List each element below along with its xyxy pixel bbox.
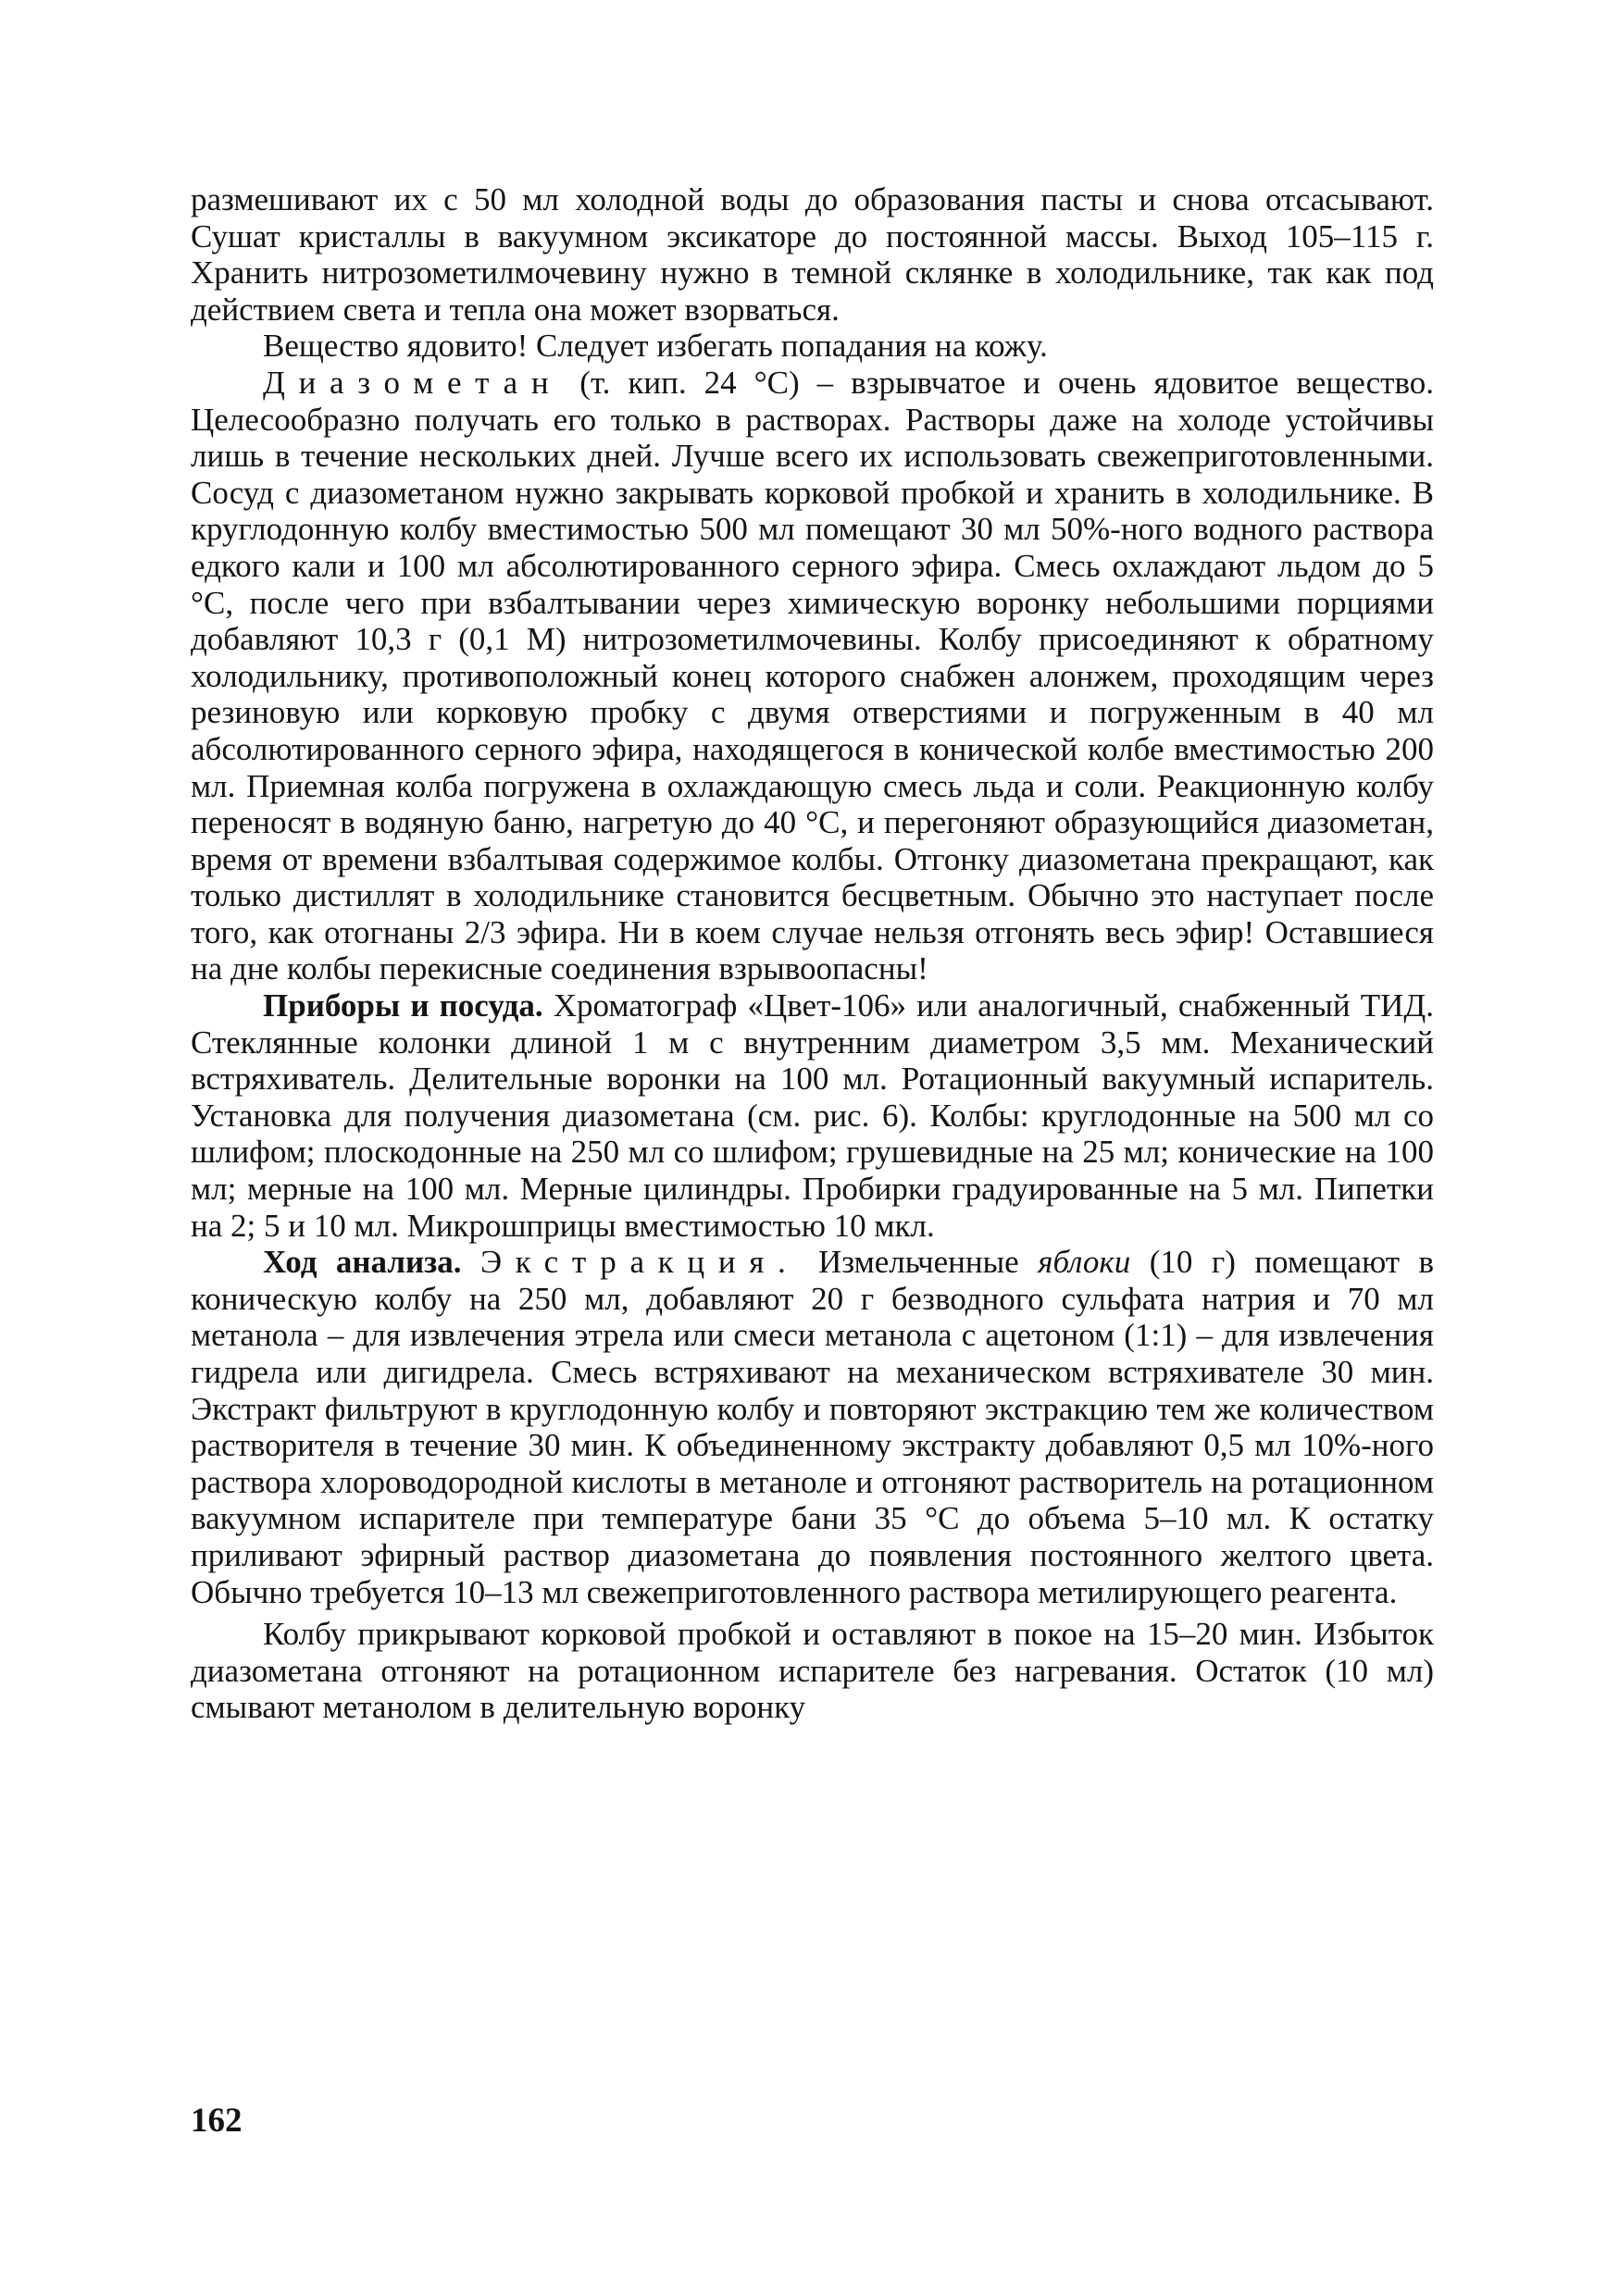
- paragraph-6: Колбу прикрывают корковой пробкой и оставляют в покое на 15–20 мин. Избыток диазометана отгоняют на ротационном испарителе без нагревания. Остаток (10 мл) смывают метанолом в делительную воронку: [191, 1616, 1434, 1726]
- body-text: [191, 181, 1434, 1726]
- paragraph-4: Приборы и посуда. Хроматограф «Цвет-106» или аналогичный, снабженный ТИД. Стеклянные колонки длиной 1 м с внутренним диаметром 3,5 мм. Механический встряхиватель. Делительные воронки на 100 мл. Ротационный вакуумный испаритель. Установка для получения диазометана (см. рис. 6). Колбы: круглодонные на 500 мл со шлифом; плоскодонные на 250 мл со шлифом; грушевидные на 25 мл; конические на 100 мл; мерные на 100 мл. Мерные цилиндры. Пробирки градуированные на 5 мл. Пипетки на 2; 5 и 10 мл. Микрошприцы вместимостью 10 мкл.: [191, 987, 1434, 1244]
- heading-analysis: Ход анализа.: [263, 1244, 462, 1281]
- paragraph-1: размешивают их с 50 мл холодной воды до образования пасты и снова отсасывают. Сушат кристаллы в вакуумном эксикаторе до постоянной массы. Выход 105–115 г. Хранить нитрозометилмочевину нужно в темной склянке в холодильнике, так как под действием света и тепла она может взорваться.: [191, 181, 1434, 328]
- paragraph-5: Ход анализа. Экстракция. Измельченные яблоки (10 г) помещают в коническую колбу на 250 мл, добавляют 20 г безводного сульфата натрия и 70 мл метанола – для извлечения этрела или смеси метанола с ацетоном (1:1) – для извлечения гидрела или дигидрела. Смесь встряхивают на механическом встряхивателе 30 мин. Экстракт фильтруют в круглодонную колбу и повторяют экстракцию тем же количеством растворителя в течение 30 мин. К объединенному экстракту добавляют 0,5 мл 10%-ного раствора хлороводородной кислоты в метаноле и отгоняют растворитель на ротационном вакуумном испарителе при температуре бани 35 °C до объема 5–10 мл. К остатку приливают эфирный раствор диазометана до появления постоянного желтого цвета. Обычно требуется 10–13 мл свежеприготовленного раствора метилирующего реагента.: [191, 1244, 1435, 1610]
- spaced-term-extraction: Экстракция.: [479, 1244, 800, 1281]
- italic-term-apples: яблоки: [1038, 1244, 1131, 1281]
- paragraph-3: Диазометан (т. кип. 24 °C) – взрывчатое и очень ядовитое вещество. Целесообразно получать его только в растворах. Растворы даже на холоде устойчивы лишь в течение нескольких дней. Лучше всего их использовать свежеприготовленными. Сосуд с диазометаном нужно закрывать корковой пробкой и хранить в холодильнике. В круглодонную колбу вместимостью 500 мл помещают 30 мл 50%-ного водного раствора едкого кали и 100 мл абсолютированного серного эфира. Смесь охлаждают льдом до 5 °C, после чего при взбалтывании через химическую воронку небольшими порциями добавляют 10,3 г (0,1 М) нитрозометилмочевины. Колбу присоединяют к обратному холодильнику, противоположный конец которого снабжен алонжем, проходящим через резиновую или корковую пробку с двумя отверстиями и погруженным в 40 мл абсолютированного серного эфира, находящегося в конической колбе вместимостью 200 мл. Приемная колба погружена в охлаждающую смесь льда и соли. Реакционную колбу переносят в водяную баню, нагретую до 40 °C, и перегоняют образующийся диазометан, время от времени взбалтывая содержимое колбы. Отгонку диазометана прекращают, как только дистиллят в холодильнике становится бесцветным. Обычно это наступает после того, как отогнаны 2/3 эфира. Ни в коем случае нельзя отгонять весь эфир! Оставшиеся на дне колбы перекисные соединения взрывоопасны!: [191, 364, 1435, 987]
- paragraph-2: Вещество ядовито! Следует избегать попадания на кожу.: [263, 328, 1048, 365]
- heading-equipment: Приборы и посуда.: [263, 987, 543, 1024]
- page-number: 162: [191, 2102, 243, 2140]
- spaced-term-diazomethane: Диазометан: [263, 364, 563, 401]
